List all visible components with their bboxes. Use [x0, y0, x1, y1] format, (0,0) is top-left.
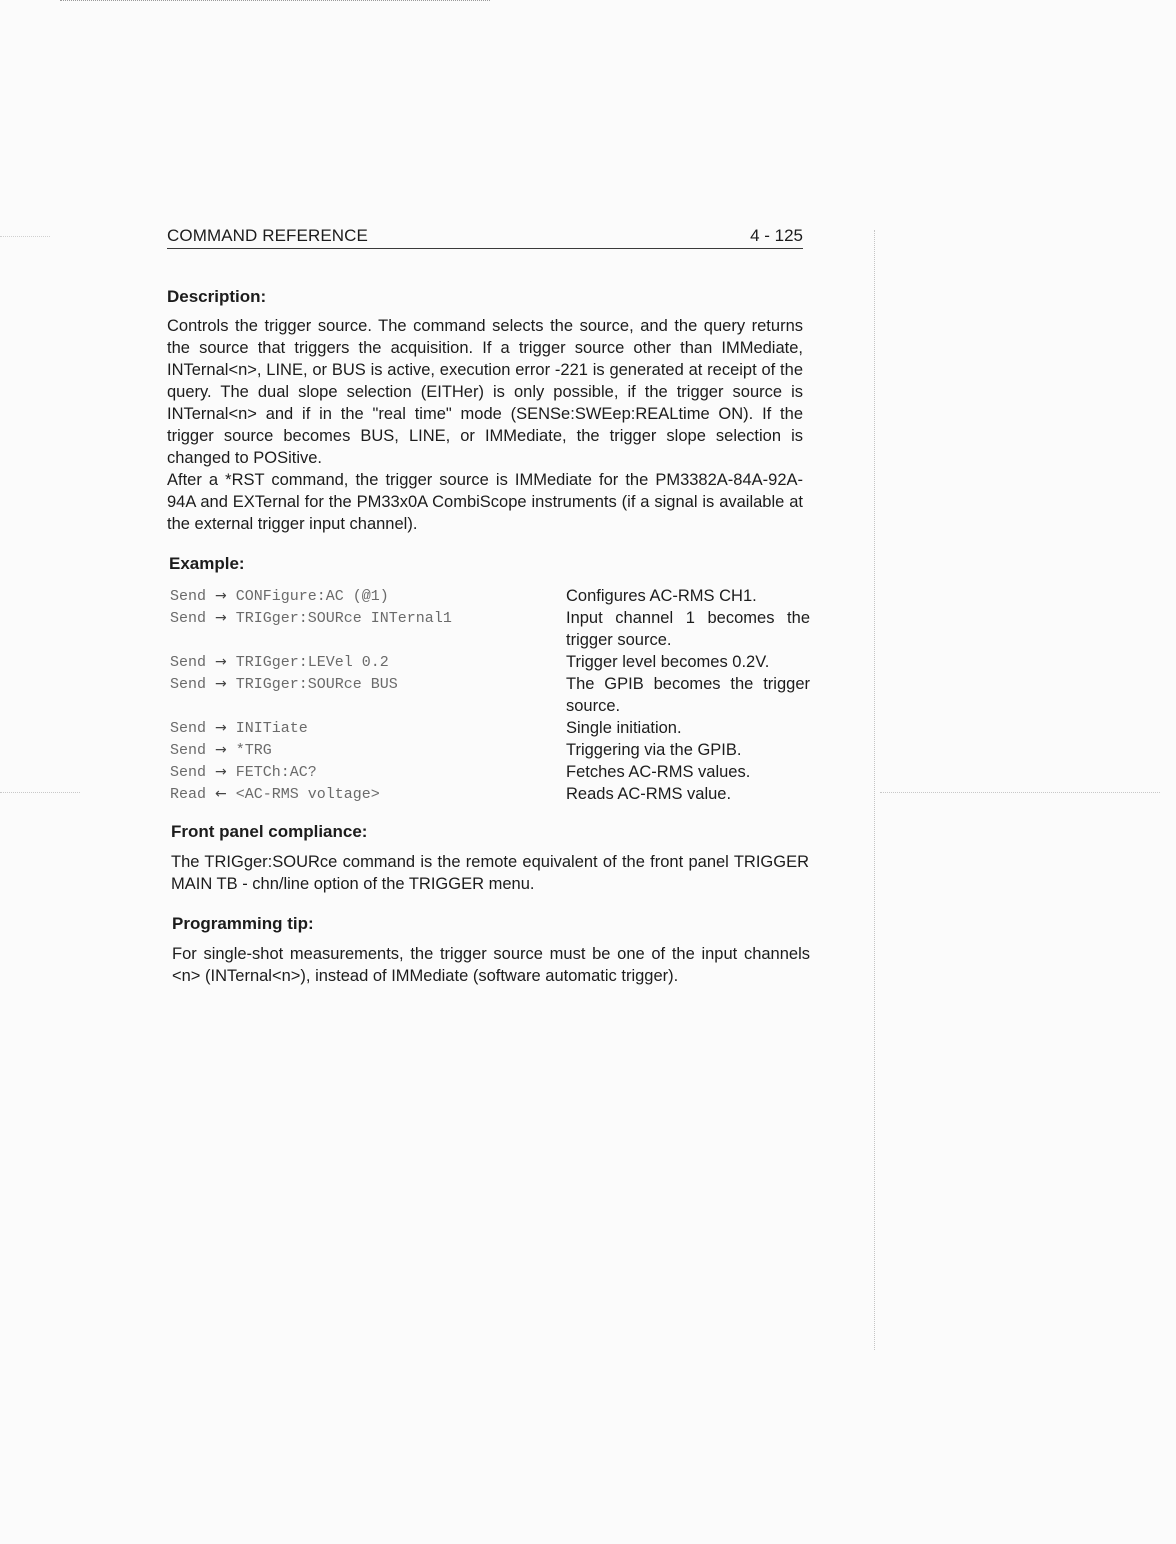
example-description: Configures AC-RMS CH1. — [566, 587, 757, 605]
example-verb: Send — [170, 588, 207, 605]
example-description: The GPIB becomes the trigger source. — [566, 675, 810, 715]
arrow-right-icon: → — [215, 720, 227, 736]
section-title: COMMAND REFERENCE — [167, 226, 368, 245]
front-panel-paragraph: The TRIGger:SOURce command is the remote equivalent of the front panel TRIGGER MAIN TB - chn/line option of the TRIGGER menu. — [171, 853, 809, 893]
scan-artifact-top — [60, 0, 490, 3]
arrow-right-icon: → — [215, 742, 227, 758]
example-heading: Example: — [169, 554, 245, 573]
page-header — [167, 226, 803, 249]
example-command — [170, 651, 389, 674]
front-panel-heading: Front panel compliance: — [171, 822, 368, 841]
example-command — [170, 585, 389, 608]
description-paragraph-2: After a *RST command, the trigger source is IMMediate for the PM3382A-84A-92A-94A and EXTernal for the PM33x0A CombiScope instruments (if a signal is available at the external trigger input channel). — [167, 471, 803, 533]
example-description: Fetches AC-RMS values. — [566, 763, 751, 781]
scan-artifact-left — [0, 792, 80, 793]
example-command-text: INITiate — [235, 720, 308, 737]
example-verb: Send — [170, 720, 207, 737]
example-command — [170, 783, 380, 806]
example-verb: Read — [170, 786, 207, 803]
arrow-right-icon: → — [215, 610, 227, 626]
example-command — [170, 739, 272, 762]
example-description: Single initiation. — [566, 719, 682, 737]
arrow-left-icon: ← — [215, 786, 227, 802]
programming-tip-heading: Programming tip: — [172, 914, 314, 933]
arrow-right-icon: → — [215, 654, 227, 670]
example-command-text: TRIGger:LEVel 0.2 — [235, 654, 389, 671]
example-verb: Send — [170, 764, 207, 781]
example-description: Input channel 1 becomes the trigger source. — [566, 609, 810, 649]
example-description: Reads AC-RMS value. — [566, 785, 732, 803]
front-panel-text — [171, 851, 809, 895]
description-heading: Description: — [167, 287, 267, 306]
description-text — [167, 315, 803, 535]
scan-artifact-right — [874, 230, 875, 1350]
programming-tip-text — [172, 943, 810, 987]
example-command-text: *TRG — [235, 742, 272, 759]
arrow-right-icon: → — [215, 588, 227, 604]
arrow-right-icon: → — [215, 676, 227, 692]
page-number: 4 - 125 — [750, 226, 803, 245]
programming-tip-paragraph: For single-shot measurements, the trigger source must be one of the input channels <n> (INTernal<n>), instead of IMMediate (software automatic trigger). — [172, 945, 810, 985]
example-command — [170, 761, 317, 784]
example-command-text: TRIGger:SOURce INTernal1 — [235, 610, 452, 627]
description-paragraph-1: Controls the trigger source. The command selects the source, and the query returns the source that triggers the acquisition. If a trigger source other than IMMediate, INTernal<n>, LINE, or BUS is active, execution error -221 is generated at receipt of the query. The dual slope selection (EITHer) is only possible, if the trigger source is INTernal<n> and if in the "real time" mode (SENSe:SWEep:REALtime ON). If the trigger source becomes BUS, LINE, or IMMediate, the trigger slope selection is changed to POSitive. — [167, 317, 803, 467]
example-command-text: <AC-RMS voltage> — [235, 786, 380, 803]
example-command-text: CONFigure:AC (@1) — [235, 588, 389, 605]
example-command-text: TRIGger:SOURce BUS — [235, 676, 398, 693]
example-command — [170, 673, 398, 696]
example-description: Trigger level becomes 0.2V. — [566, 653, 770, 671]
example-description: Triggering via the GPIB. — [566, 741, 742, 759]
example-verb: Send — [170, 742, 207, 759]
example-verb: Send — [170, 676, 207, 693]
example-verb: Send — [170, 654, 207, 671]
example-command — [170, 607, 452, 630]
example-verb: Send — [170, 610, 207, 627]
example-command-text: FETCh:AC? — [235, 764, 317, 781]
example-command — [170, 717, 308, 740]
scan-artifact-horizontal — [880, 792, 1160, 793]
arrow-right-icon: → — [215, 764, 227, 780]
scan-artifact-left-top — [0, 236, 50, 237]
